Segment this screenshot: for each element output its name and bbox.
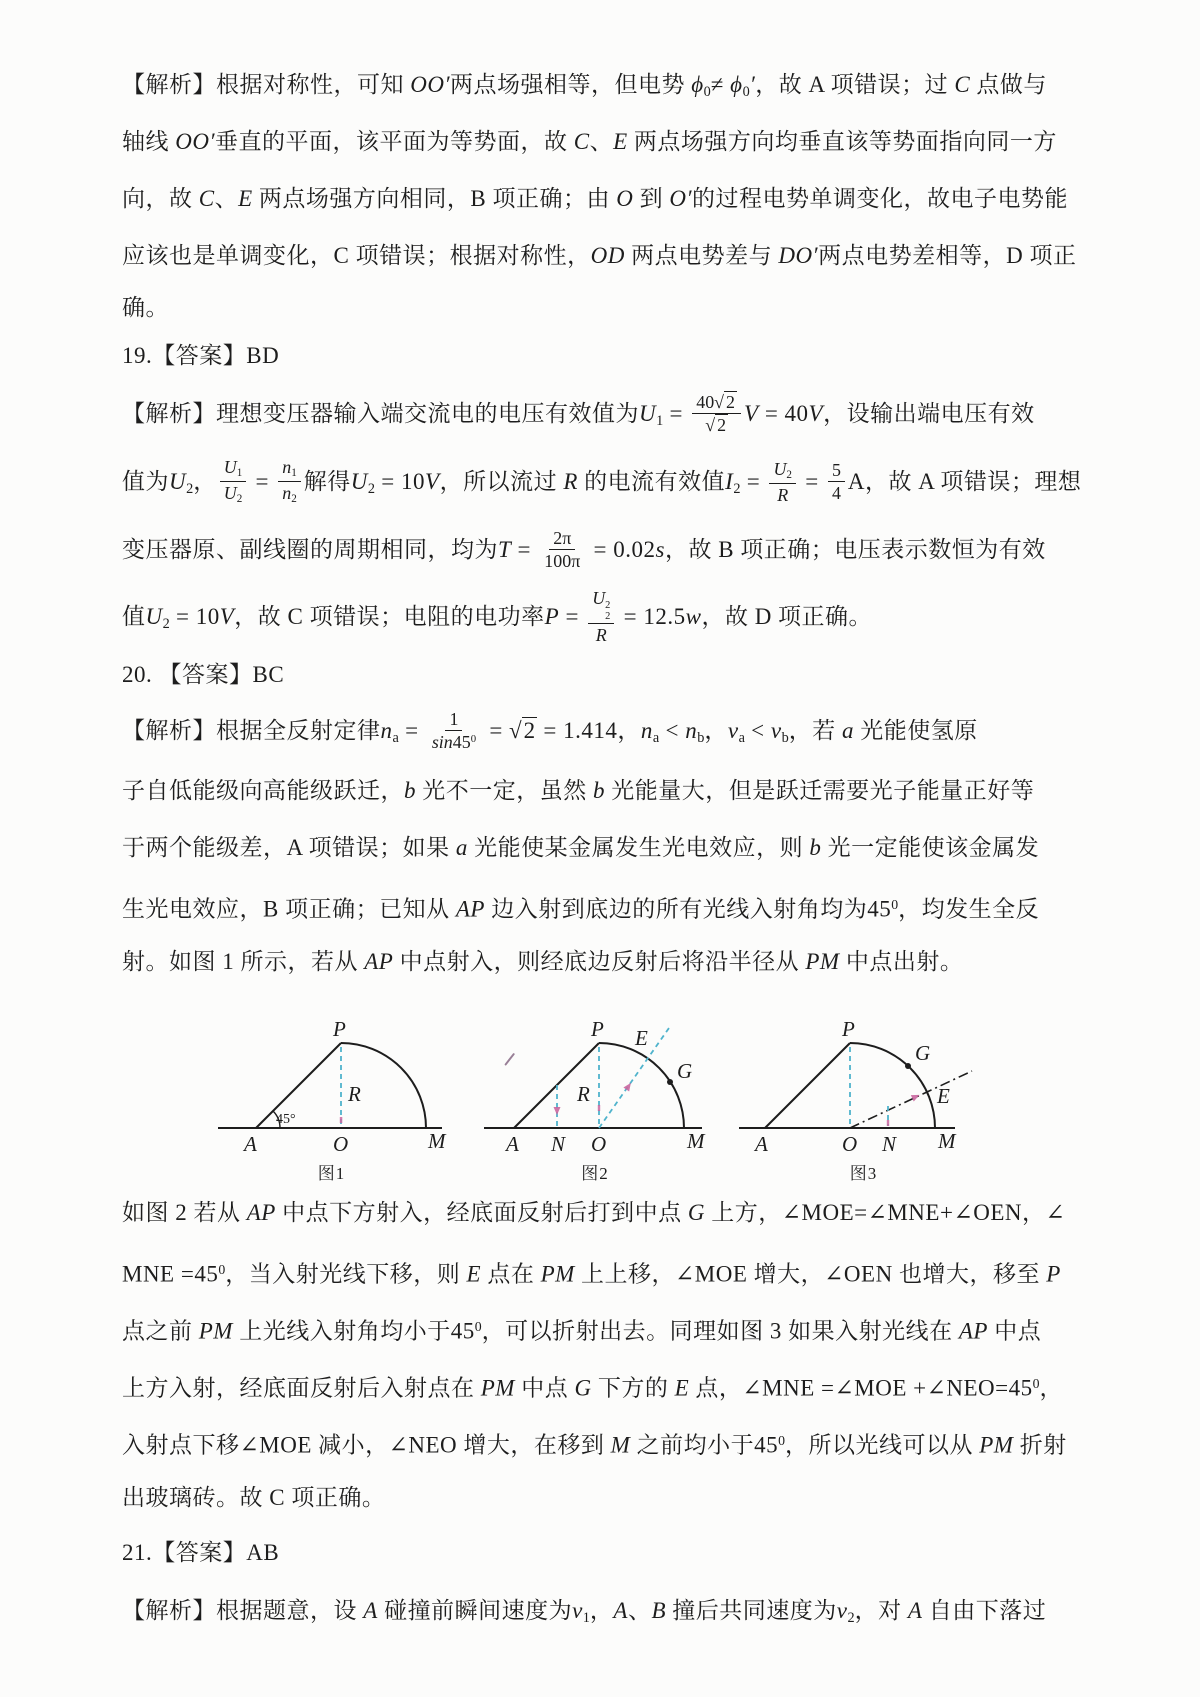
fig2-arc-PM bbox=[599, 1043, 684, 1128]
solution-20-line-9: 上方入射，经底面反射后入射点在 PM 中点 G 下方的 E 点，∠MNE =∠MOE $+\angle NEO=45^0$， bbox=[122, 1375, 1064, 1401]
solution-20-line-5: 射。如图 1 所示，若从 AP 中点射入，则经底边反射后将沿半径从 PM 中点出射。 bbox=[122, 949, 964, 974]
solution-18-line-3: 向，故 C、E 两点场强方向相同，B 项正确；由 O 到 O′的过程电势单调变化，故电子电势能 bbox=[122, 186, 1069, 211]
fig2-label-M: M bbox=[686, 1129, 704, 1153]
fig1-angle-label: 45° bbox=[275, 1112, 296, 1127]
fig2-point-G bbox=[667, 1079, 673, 1085]
figure-2 bbox=[478, 1000, 713, 1184]
fig1-edge-AP bbox=[256, 1043, 341, 1128]
fig3-point-G bbox=[905, 1063, 911, 1069]
figure-3-caption: 图3 bbox=[849, 1164, 878, 1183]
solution-20-line-6: 如图 2 若从 AP 中点下方射入，经底面反射后打到中点 G 上方，∠MOE=∠MNE+∠OEN，∠ bbox=[122, 1200, 1066, 1225]
fig2-ray-tick bbox=[597, 1105, 599, 1111]
solution-20-line-10: 入射点下移∠MOE 减小，∠NEO 增大，在移到 M 之前均小于$45^0$，所以光线可以从 PM 折射 bbox=[122, 1432, 1067, 1458]
fig3-label-N: N bbox=[881, 1132, 896, 1156]
solution-18-line-5: 确。 bbox=[122, 295, 169, 320]
fig3-ray-dashdot bbox=[850, 1071, 972, 1128]
fig1-ray-tick bbox=[339, 1117, 342, 1123]
solution-18-line-2: 轴线 OO′垂直的平面，该平面为等势面，故 C、E 两点场强方向均垂直该等势面指向同一方 bbox=[122, 129, 1057, 154]
fig3-label-G: G bbox=[914, 1041, 930, 1065]
figure-2-diagram bbox=[478, 1000, 713, 1162]
figure-1-caption: 图1 bbox=[317, 1164, 346, 1183]
figure-1-diagram bbox=[212, 1000, 452, 1162]
solution-19-line-2: 值为$U_2$， $\frac{U_1}{U_2}$ = $\frac{n_1}{n_2}$ 解得$U_2 = 10V$，所以流过 R 的电流有效值$I_2$ = $\frac{U_2}{R}$ = $\frac{5}{4}$ A，故 A 项错误；理想 bbox=[122, 457, 1082, 506]
fig1-label-M: M bbox=[427, 1129, 445, 1153]
solution-18-line-4: 应该也是单调变化，C 项错误；根据对称性，OD 两点电势差与 DO′两点电势差相等，D 项正 bbox=[122, 243, 1077, 268]
figure-3 bbox=[739, 1000, 989, 1184]
figure-2-caption: 图2 bbox=[581, 1164, 609, 1183]
answer-19: 19.【答案】BD bbox=[122, 343, 280, 368]
fig2-label-A: A bbox=[505, 1132, 519, 1156]
solution-20-line-1: 【解析】根据全反射定律$n_a$ = $\frac{1}{\sin 45^0}$ = √2 = 1.414，$n_a < n_b$，$v_a < v_b$，若 a 光能使氢原 bbox=[122, 708, 978, 753]
fig3-ray-arrow bbox=[910, 1092, 920, 1102]
fig2-label-P: P bbox=[590, 1017, 604, 1041]
fig3-label-O: O bbox=[841, 1132, 857, 1156]
fig1-label-R: R bbox=[347, 1082, 361, 1106]
solution-18-line-1: 【解析】根据对称性，可知 OO′两点场强相等，但电势 $\phi_0\ne \phi_0'$，故 A 项错误；过 C 点做与 bbox=[122, 72, 1047, 100]
fig2-label-G: G bbox=[676, 1059, 692, 1083]
solution-20-line-7: MNE $=45^0$，当入射光线下移，则 E 点在 PM 上上移，∠MOE 增大，∠OEN 也增大，移至 P bbox=[122, 1261, 1061, 1287]
figure-row bbox=[122, 1000, 1078, 1184]
solution-20-line-2: 子自低能级向高能级跃迁，b 光不一定，虽然 b 光能量大，但是跃迁需要光子能量正好等 bbox=[122, 778, 1035, 803]
fig1-label-A: A bbox=[243, 1132, 257, 1156]
solution-20-line-8: 点之前 PM 上光线入射角均小于$45^0$，可以折射出去。同理如图 3 如果入射光线在 AP 中点 bbox=[122, 1318, 1042, 1344]
solution-19-line-1: 【解析】理想变压器输入端交流电的电压有效值为$U_1$ = $\frac{40√ 2}{√ 2}$ V = 40V，设输出端电压有效 bbox=[122, 391, 1035, 436]
answer-21: 21.【答案】AB bbox=[122, 1540, 280, 1565]
fig1-label-P: P bbox=[332, 1017, 346, 1041]
solution-21-line-1: 【解析】根据题意，设 A 碰撞前瞬间速度为$v_1$，A、B 撞后共同速度为$v_2$，对 A 自由下落过 bbox=[122, 1598, 1047, 1626]
fig2-ray-arrow-down bbox=[553, 1107, 560, 1115]
fig1-label-O: O bbox=[332, 1132, 348, 1156]
fig3-ray-tick bbox=[886, 1120, 888, 1126]
answer-20: 20. 【答案】BC bbox=[122, 662, 285, 687]
solution-19-line-4: 值$U_2 = 10V$，故 C 项错误；电阻的电功率P = U 2 2 R = 12.5w，故 D 项正确。 bbox=[122, 587, 873, 646]
solution-19-line-3: 变压器原、副线圈的周期相同，均为T = $\frac{2\pi}{100\pi}$ = 0.02s，故 B 项正确；电压表示数恒为有效 bbox=[122, 527, 1046, 572]
figure-1 bbox=[212, 1000, 452, 1184]
fig2-label-E: E bbox=[634, 1026, 648, 1050]
fig3-label-E: E bbox=[936, 1084, 950, 1108]
figure-3-diagram bbox=[739, 1000, 989, 1162]
fig2-label-R: R bbox=[576, 1082, 590, 1106]
solution-20-line-4: 生光电效应，B 项正确；已知从 AP 边入射到底边的所有光线入射角均为$45^0$，均发生全反 bbox=[122, 896, 1040, 922]
fig2-label-O: O bbox=[590, 1132, 606, 1156]
fig2-label-N: N bbox=[550, 1132, 565, 1156]
fig3-label-A: A bbox=[754, 1132, 768, 1156]
fig3-edge-AP bbox=[765, 1043, 850, 1128]
fig3-label-P: P bbox=[841, 1017, 855, 1041]
fig3-label-M: M bbox=[937, 1129, 955, 1153]
solution-20-line-11: 出玻璃砖。故 C 项正确。 bbox=[122, 1485, 386, 1510]
solution-20-line-3: 于两个能级差，A 项错误；如果 a 光能使某金属发生光电效应，则 b 光一定能使该金属发 bbox=[122, 835, 1040, 860]
